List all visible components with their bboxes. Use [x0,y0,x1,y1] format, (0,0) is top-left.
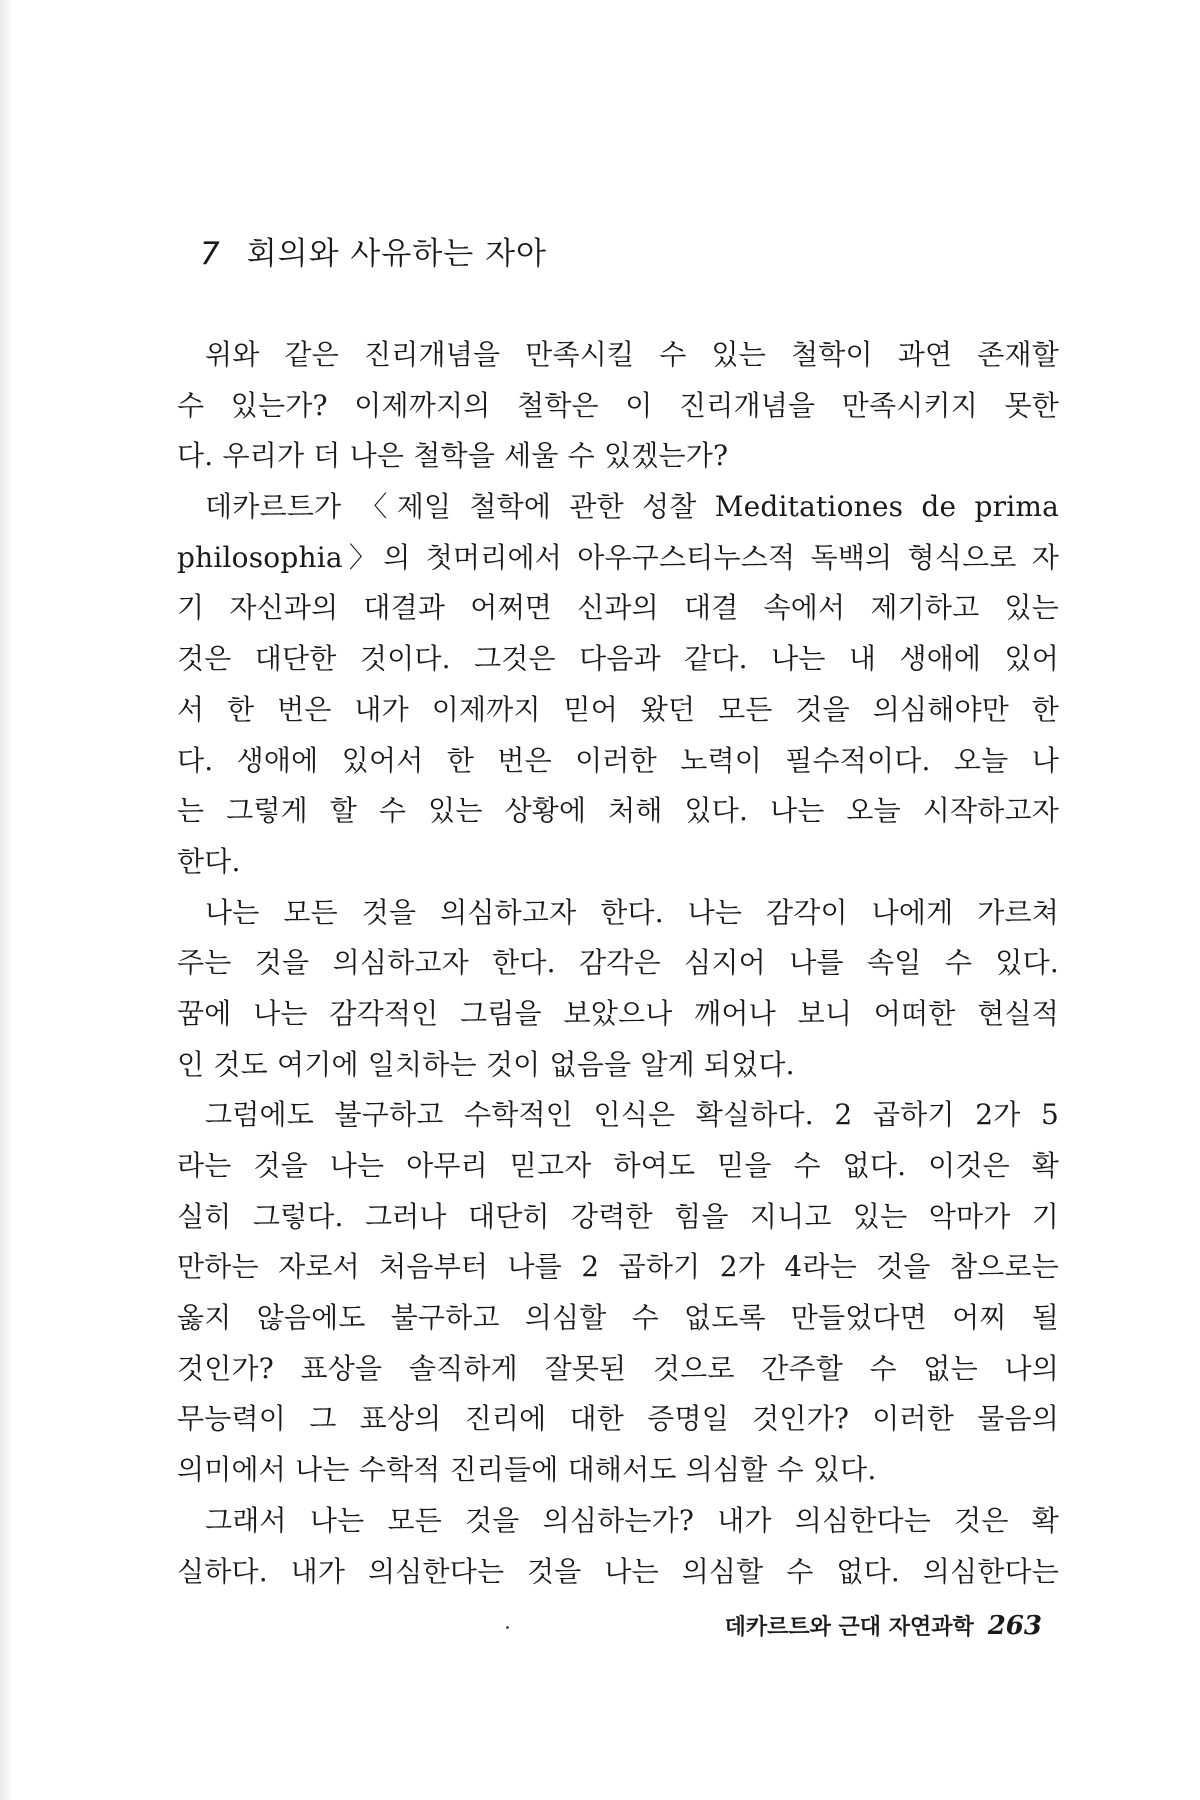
section-number: 7 [200,236,221,272]
text-line: 위와 같은 진리개념을 만족시킬 수 있는 철학이 과연 존재할 [205,338,1059,371]
text-line: 서 한 번은 내가 이제까지 믿어 왔던 모든 것을 의심해야만 한 [177,692,1059,726]
text-line: 라는 것을 나는 아무리 믿고자 하여도 믿을 수 없다. 이것은 확 [177,1149,1059,1182]
text-line: 무능력이 그 표상의 진리에 대한 증명일 것인가? 이러한 물음의 [177,1402,1059,1436]
text-line: 옳지 않음에도 불구하고 의심할 수 없도록 만들었다면 어찌 될 [177,1301,1059,1335]
text-line: 기 자신과의 대결과 어쩌면 신과의 대결 속에서 제기하고 있는 [177,591,1059,625]
section-heading [200,228,547,273]
text-line: philosophia〉의 첫머리에서 아우구스티누스적 독백의 형식으로 자 [177,540,1059,574]
text-line: 것은 대단한 것이다. 그것은 다음과 같다. 나는 내 생애에 있어 [177,642,1059,676]
page-footer [725,1610,1042,1641]
page-number: 263 [987,1611,1042,1641]
text-line: 데카르트가 〈제일 철학에 관한 성찰 Meditationes de prima [205,490,1059,524]
text-line: 그럼에도 불구하고 수학적인 인식은 확실하다. 2 곱하기 2가 5 [205,1098,1059,1132]
text-line: 실하다. 내가 의심한다는 것을 나는 의심할 수 없다. 의심한다는 [177,1554,1059,1588]
text-line: 다. 우리가 더 나은 철학을 세울 수 있겠는가? [177,439,729,473]
text-line: 그래서 나는 모든 것을 의심하는가? 내가 의심한다는 것은 확 [205,1503,1059,1537]
text-line: 다. 생애에 있어서 한 번은 이러한 노력이 필수적이다. 오늘 나 [177,743,1059,777]
text-line: 주는 것을 의심하고자 한다. 감각은 심지어 나를 속일 수 있다. [177,946,1059,980]
print-speck [506,1626,509,1629]
text-line: 실히 그렇다. 그러나 대단히 강력한 힘을 지니고 있는 악마가 기 [177,1199,1059,1233]
text-line: 꿈에 나는 감각적인 그림을 보았으나 깨어나 보니 어떠한 현실적 [177,996,1059,1030]
text-line: 것인가? 표상을 솔직하게 잘못된 것으로 간주할 수 없는 나의 [177,1351,1059,1385]
text-line: 의미에서 나는 수학적 진리들에 대해서도 의심할 수 있다. [177,1453,877,1487]
text-line: 인 것도 여기에 일치하는 것이 없음을 알게 되었다. [177,1047,795,1081]
text-line: 한다. [177,844,241,878]
text-line: 수 있는가? 이제까지의 철학은 이 진리개념을 만족시키지 못한 [177,388,1059,422]
body-text [177,330,1059,1597]
running-title: 데카르트와 근대 자연과학 [724,1615,974,1640]
page-edge-shadow [0,0,14,1800]
text-line: 나는 모든 것을 의심하고자 한다. 나는 감각이 나에게 가르쳐 [205,895,1059,929]
section-title: 회의와 사유하는 자아 [246,236,547,272]
text-line: 만하는 자로서 처음부터 나를 2 곱하기 2가 4라는 것을 참으로는 [177,1250,1059,1284]
text-line: 는 그렇게 할 수 있는 상황에 처해 있다. 나는 오늘 시작하고자 [177,794,1059,828]
